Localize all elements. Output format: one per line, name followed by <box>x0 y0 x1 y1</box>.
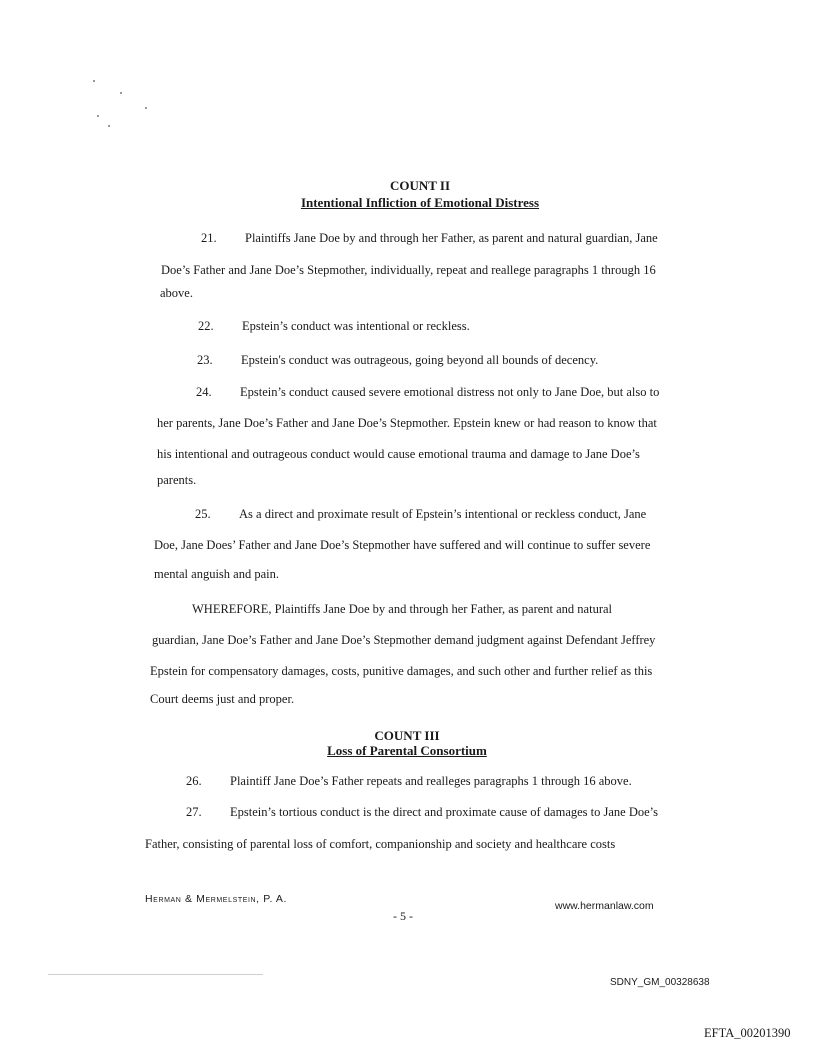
firm-name: Herman & Mermelstein, P. A. <box>145 893 288 905</box>
paragraph-21-line-3: above. <box>160 286 193 300</box>
paragraph-25-line-2: Doe, Jane Does’ Father and Jane Doe’s Stepmother have suffered and will continue to suffer severe <box>154 538 651 552</box>
paragraph-number: 27. <box>186 805 202 819</box>
scan-speck <box>93 80 95 82</box>
page-number: - 5 - <box>393 909 413 923</box>
paragraph-number: 21. <box>201 231 217 245</box>
paragraph-number: 22. <box>198 319 214 333</box>
scan-rule <box>48 974 263 975</box>
paragraph-24-line-1 <box>196 384 659 400</box>
paragraph-number: 26. <box>186 774 202 788</box>
paragraph-number: 24. <box>196 385 212 399</box>
wherefore-line-1: WHEREFORE, Plaintiffs Jane Doe by and through her Father, as parent and natural <box>192 602 613 616</box>
scan-speck <box>120 92 122 94</box>
paragraph-text: Epstein’s conduct was intentional or reckless. <box>242 319 470 333</box>
paragraph-number: 25. <box>195 507 211 521</box>
scan-speck <box>97 115 99 117</box>
paragraph-24-line-2: her parents, Jane Doe’s Father and Jane Doe’s Stepmother. Epstein knew or had reason to know that <box>157 416 657 430</box>
paragraph-22 <box>198 318 470 334</box>
bates-stamp-efta: EFTA_00201390 <box>704 1026 791 1040</box>
count-3-heading: COUNT III <box>374 728 440 743</box>
wherefore-line-3: Epstein for compensatory damages, costs, punitive damages, and such other and further relief as this <box>150 664 653 678</box>
paragraph-text: Epstein’s conduct caused severe emotional distress not only to Jane Doe, but also to <box>240 385 660 399</box>
paragraph-23 <box>197 352 598 368</box>
scan-speck <box>108 125 110 127</box>
paragraph-27-line-1 <box>186 804 658 820</box>
scan-speck <box>145 107 147 109</box>
firm-website: www.hermanlaw.com <box>555 900 654 912</box>
paragraph-27-line-2: Father, consisting of parental loss of comfort, companionship and society and healthcare costs <box>145 837 616 851</box>
count-2-subheading: Intentional Infliction of Emotional Distress <box>300 195 540 210</box>
paragraph-25-line-1 <box>195 506 646 522</box>
paragraph-24-line-3: his intentional and outrageous conduct would cause emotional trauma and damage to Jane Doe’s <box>157 447 640 461</box>
wherefore-line-2: guardian, Jane Doe’s Father and Jane Doe’s Stepmother demand judgment against Defendant Jeffrey <box>152 633 656 647</box>
bates-stamp-sdny: SDNY_GM_00328638 <box>610 977 710 988</box>
paragraph-text: Plaintiff Jane Doe’s Father repeats and realleges paragraphs 1 through 16 above. <box>230 774 632 788</box>
paragraph-24-line-4: parents. <box>157 473 197 487</box>
count-2-heading: COUNT II <box>389 178 451 193</box>
paragraph-25-line-3: mental anguish and pain. <box>154 567 279 581</box>
paragraph-21-line-1 <box>201 230 658 246</box>
paragraph-text: As a direct and proximate result of Epstein’s intentional or reckless conduct, Jane <box>239 507 647 521</box>
paragraph-text: Epstein's conduct was outrageous, going beyond all bounds of decency. <box>241 353 599 367</box>
paragraph-text: Epstein’s tortious conduct is the direct and proximate cause of damages to Jane Doe’s <box>230 805 659 819</box>
wherefore-line-4: Court deems just and proper. <box>150 692 295 706</box>
paragraph-number: 23. <box>197 353 213 367</box>
paragraph-text: Plaintiffs Jane Doe by and through her Father, as parent and natural guardian, Jane <box>245 231 658 245</box>
count-3-subheading: Loss of Parental Consortium <box>327 743 487 758</box>
paragraph-26 <box>186 773 632 789</box>
paragraph-21-line-2: Doe’s Father and Jane Doe’s Stepmother, individually, repeat and reallege paragraphs 1 through 16 <box>161 263 656 277</box>
